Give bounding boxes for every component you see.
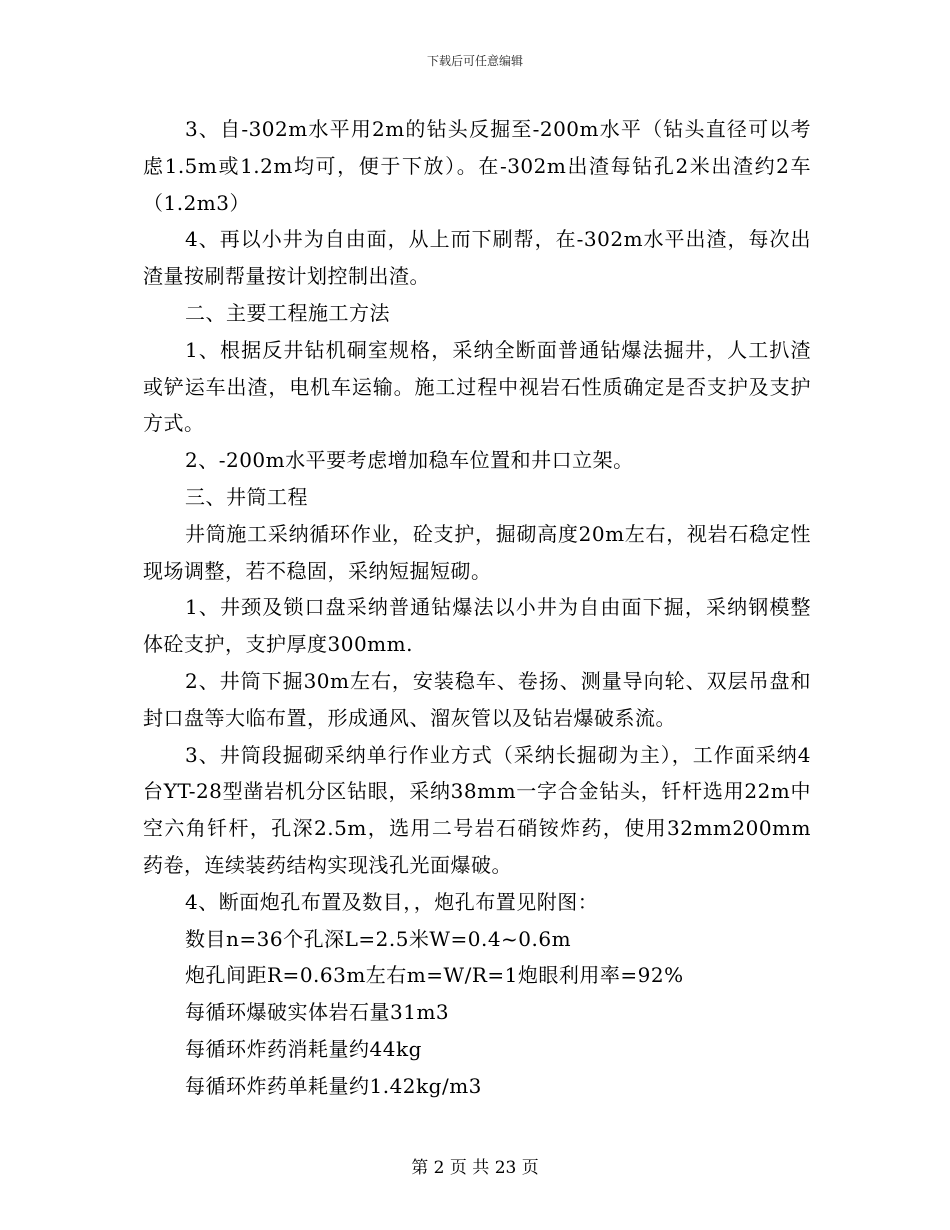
page-footer: 第 2 页 共 23 页 — [411, 1158, 539, 1178]
section-heading: 二、主要工程施工方法 — [185, 300, 390, 325]
paragraph: 4、再以小井为自由面，从上而下刷帮，在-302m水平出渣，每次出渣量按刷帮量按计划控制出渣。 — [143, 227, 811, 289]
paragraph: 1、根据反井钻机硐室规格，采纳全断面普通钻爆法掘井，人工扒渣或铲运车出渣，电机车运输。施工过程中视岩石性质确定是否支护及支护方式。 — [143, 337, 811, 436]
section-heading: 三、井筒工程 — [185, 484, 308, 509]
parameter-line: 每循环炸药消耗量约44kg — [185, 1036, 422, 1061]
parameter-line: 每循环爆破实体岩石量31m3 — [185, 1000, 450, 1025]
paragraph: 2、-200m水平要考虑增加稳车位置和井口立架。 — [185, 448, 634, 473]
paragraph: 4、断面炮孔布置及数目，，炮孔布置见附图： — [185, 889, 599, 914]
paragraph: 3、井筒段掘砌采纳单行作业方式（采纳长掘砌为主），工作面采纳4台YT-28型凿岩机分区钻眼，采纳38mm一字合金钻头，钎杆选用22m中空六角钎杆，孔深2.5m，选用二号岩石硝铵炸药，使用32mm200mm药卷，连续装药结构实现浅孔光面爆破。 — [143, 742, 811, 877]
parameter-line: 数目n=36个孔深L=2.5米W=0.4~0.6m — [185, 926, 572, 951]
parameter-line: 每循环炸药单耗量约1.42kg/m3 — [185, 1073, 482, 1098]
paragraph: 1、井颈及锁口盘采纳普通钻爆法以小井为自由面下掘，采纳钢模整体砼支护，支护厚度300mm. — [143, 595, 811, 657]
paragraph: 井筒施工采纳循环作业，砼支护，掘砌高度20m左右，视岩石稳定性现场调整，若不稳固，采纳短掘短砌。 — [143, 521, 811, 583]
parameter-line: 炮孔间距R=0.63m左右m=W/R=1炮眼利用率=92% — [185, 963, 684, 988]
document-body — [143, 111, 811, 1105]
paragraph: 2、井筒下掘30m左右，安装稳车、卷扬、测量导向轮、双层吊盘和封口盘等大临布置，形成通风、溜灰管以及钻岩爆破系流。 — [143, 668, 811, 730]
paragraph: 3、自-302m水平用2m的钻头反掘至-200m水平（钻头直径可以考虑1.5m或1.2m均可，便于下放）。在-302m出渣每钻孔2米出渣约2车（1.2m3） — [143, 117, 811, 215]
page-header: 下载后可任意编辑 — [426, 54, 523, 68]
